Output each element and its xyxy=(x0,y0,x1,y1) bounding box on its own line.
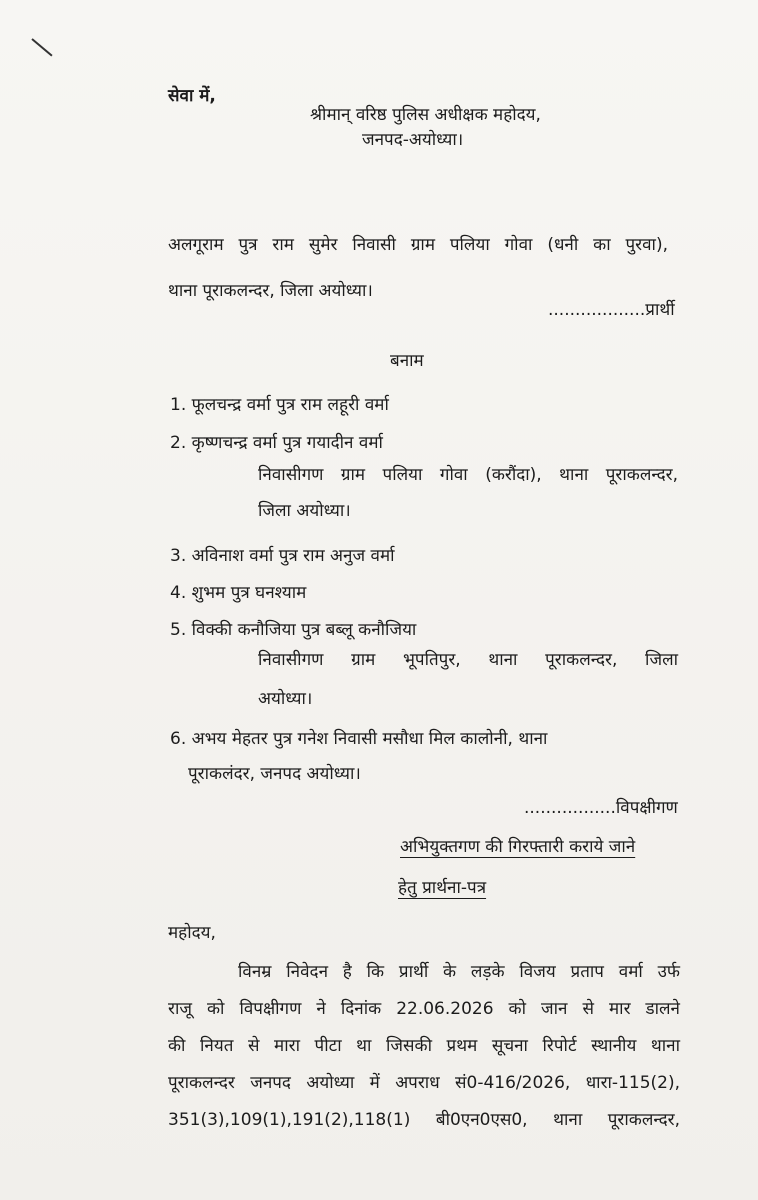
subject-line-2: हेतु प्रार्थना-पत्र xyxy=(398,878,487,898)
addressee-line-1: श्रीमान् वरिष्ठ पुलिस अधीक्षक महोदय, xyxy=(310,105,541,125)
versus-heading: बनाम xyxy=(390,351,424,371)
addressee-line-2: जनपद-अयोध्या। xyxy=(362,130,464,150)
respondent-6-continued: पूराकलंदर, जनपद अयोध्या। xyxy=(188,764,361,784)
body-line-1: विनम्र निवेदन है कि प्रार्थी के लड़के विजय प्रताप वर्मा उर्फ xyxy=(238,962,680,982)
body-line-5: 351(3),109(1),191(2),118(1) बी0एन0एस0, थाना पूराकलन्दर, xyxy=(168,1110,680,1130)
respondent-6: 6. अभय मेहतर पुत्र गनेश निवासी मसौधा मिल कालोनी, थाना xyxy=(170,729,548,749)
body-line-3: की नियत से मारा पीटा था जिसकी प्रथम सूचना रिपोर्ट स्थानीय थाना xyxy=(168,1036,680,1056)
residence-group-1-line-1: निवासीगण ग्राम पलिया गोवा (करौंदा), थाना पूराकलन्दर, xyxy=(258,465,678,485)
residence-group-2-line-2: अयोध्या। xyxy=(258,689,313,709)
respondent-3: 3. अविनाश वर्मा पुत्र राम अनुज वर्मा xyxy=(170,546,395,566)
body-line-4: पूराकलन्दर जनपद अयोध्या में अपराध सं0-416/2026, धारा-115(2), xyxy=(168,1073,680,1093)
pen-stroke-mark xyxy=(31,38,52,56)
respondent-1: 1. फूलचन्द्र वर्मा पुत्र राम लहूरी वर्मा xyxy=(170,395,389,415)
applicant-line-2: थाना पूराकलन्दर, जिला अयोध्या। xyxy=(168,281,373,301)
greeting: महोदय, xyxy=(168,923,216,943)
applicant-line-1: अलगूराम पुत्र राम सुमेर निवासी ग्राम पलिया गोवा (धनी का पुरवा), xyxy=(168,235,668,255)
salutation-to: सेवा में, xyxy=(168,86,216,106)
residence-group-1-line-2: जिला अयोध्या। xyxy=(258,501,351,521)
residence-group-2-line-1: निवासीगण ग्राम भूपतिपुर, थाना पूराकलन्दर, जिला xyxy=(258,650,678,670)
body-line-2: राजू को विपक्षीगण ने दिनांक 22.06.2026 को जान से मार डालने xyxy=(168,999,680,1019)
respondent-2: 2. कृष्णचन्द्र वर्मा पुत्र गयादीन वर्मा xyxy=(170,433,383,453)
subject-line-1: अभियुक्तगण की गिरफ्तारी कराये जाने xyxy=(400,837,636,857)
applicant-role: ..................प्रार्थी xyxy=(548,300,675,320)
respondent-5: 5. विक्की कनौजिया पुत्र बब्लू कनौजिया xyxy=(170,620,417,640)
respondents-role: .................विपक्षीगण xyxy=(524,798,678,818)
respondent-4: 4. शुभम पुत्र घनश्याम xyxy=(170,583,307,603)
